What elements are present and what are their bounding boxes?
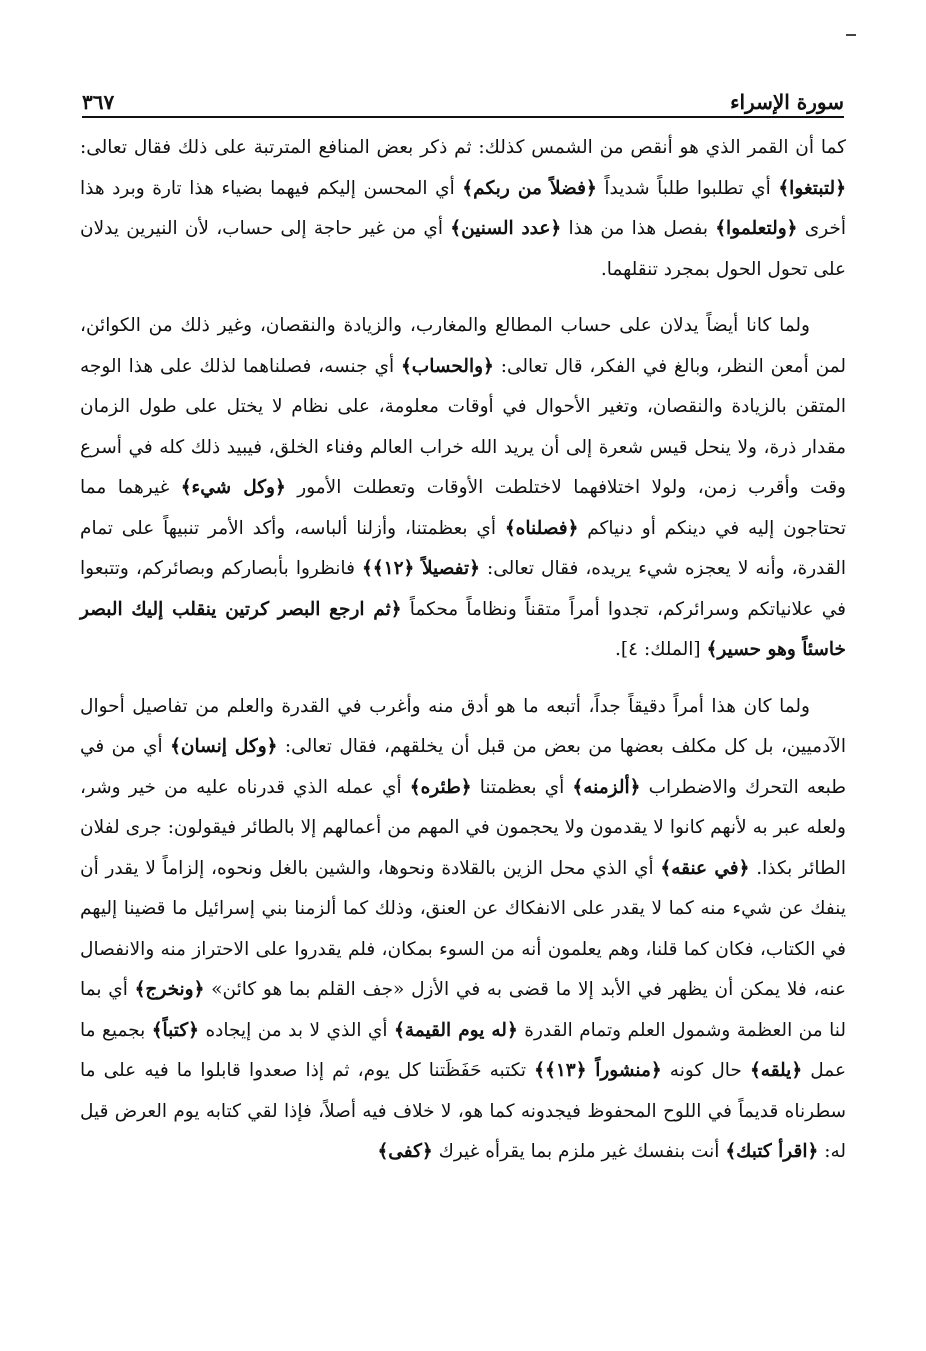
commentary-text: تكتبه حَفَظَتنا كل يوم، ثم إذا صعدوا قابلوا ما فيه على ما سطرناه قديماً في اللوح المحفوظ فيجدونه كما هو، لا خلاف فيه أصلاً، فإذا لقي كتابه يوم العرض قيل له: (80, 1060, 846, 1162)
commentary-text: أنت بنفسك غير ملزم بما يقرأه غيرك (432, 1141, 726, 1162)
paragraph-3 (80, 687, 846, 1173)
quran-verse: ﴿طئره﴾ (409, 776, 472, 798)
quran-verse: ﴿كفى﴾ (377, 1141, 433, 1162)
commentary-text: أي عمله الذي قدرناه عليه من خير وشر، ولعله عبر به لأنهم كانوا لا يقدمون ولا يحجمون في المهم من أعمالهم إلا بالطائر فيقولون: جرى لفلان الطائر بكذا. (80, 776, 846, 879)
page-number: ٣٦٧ (82, 90, 115, 114)
commentary-text: [الملك: ٤]. (615, 639, 707, 660)
quran-verse: ﴿له يوم القيمة﴾ (394, 1019, 518, 1041)
quran-verse: ﴿ألزمنه﴾ (572, 776, 641, 798)
commentary-text: أي بعظمتنا (471, 776, 573, 798)
quran-verse: ﴿منشوراً ﴿١٣﴾﴾ (534, 1060, 662, 1081)
commentary-text: ولما كانا أيضاً يدلان على حساب المطالع والمغارب، والزيادة والنقصان، وغير ذلك من الكوائن، لمن أمعن النظر، وبالغ في الفكر، قال تعالى: (80, 315, 846, 377)
commentary-text: أي الذي لا بد من إيجاده (198, 1019, 395, 1041)
commentary-text: أي من في طبعه التحرك والاضطراب (80, 736, 846, 798)
commentary-text: بجميع ما عمل (80, 1019, 847, 1081)
quran-verse: ﴿تفصيلاً ﴿١٢﴾﴾ (361, 558, 480, 579)
commentary-text: كما أن القمر الذي هو أنقص من الشمس كذلك: ثم ذكر بعض المنافع المترتبة على ذلك فقال تعالى: (80, 137, 846, 158)
quran-verse: ﴿اقرأ كتبك﴾ (725, 1141, 819, 1162)
body-text (80, 128, 846, 1173)
paragraph-1 (80, 128, 846, 290)
quran-verse: ﴿والحساب﴾ (400, 355, 494, 377)
quran-verse: ﴿وكل شيء﴾ (180, 477, 286, 498)
paragraph-2 (80, 306, 846, 671)
page-header (82, 78, 844, 118)
surah-title: سورة الإسراء (730, 90, 844, 114)
quran-verse: ﴿ثم ارجع البصر كرتين ينقلب إليك البصر خاسئاً وهو حسير﴾ (80, 598, 846, 660)
commentary-text: أي بعظمتنا، وأزلنا ألباسه، وأكد الأمر تنبيهاً على تمام القدرة، وأنه لا يعجزه شيء يريده، فقال تعالى: (80, 517, 847, 579)
quran-verse: ﴿ولتعلموا﴾ (715, 218, 798, 239)
quran-verse: ﴿وكل إنسان﴾ (170, 736, 278, 757)
quran-verse: ﴿يلقه﴾ (749, 1060, 803, 1081)
commentary-text: فانظروا بأبصاركم وبصائركم، وتتبعوا في علانياتكم وسرائركم، تجدوا أمراً متقناً ونظاماً محكماً (80, 558, 847, 620)
commentary-text: أي تطلبوا طلباً شديداً (596, 177, 779, 199)
quran-verse: ﴿كتباً﴾ (151, 1019, 199, 1041)
commentary-text: أي جنسه، فصلناهما لذلك على هذا الوجه المتقن بالزيادة والنقصان، وتغير الأحوال في أوقات معلومة، على نظام لا يختل على طول الزمان مقدار ذرة، ولا ينحل قيس شعرة إلى أن يريد الله خراب العالم وفناء الخلق، فيبيد ذلك كله في أسرع وقت وأقرب زمن، ولولا اختلافهما لاختلطت الأوقات وتعطلت الأمور (80, 355, 846, 498)
quran-verse: ﴿ونخرج﴾ (134, 979, 205, 1000)
quran-verse: ﴿في عنقه﴾ (660, 857, 750, 879)
corner-mark (846, 34, 856, 36)
commentary-text: ولما كان هذا أمراً دقيقاً جداً، أتبعه ما هو أدق منه وأغرب في القدرة والعلم من تفاصيل أحوال الآدميين، بل كل مكلف بعضها من بعض من قبل أن يخلقهم، فقال تعالى: (80, 695, 847, 757)
commentary-text: أي بما لنا من العظمة وشمول العلم وتمام القدرة (80, 979, 846, 1041)
commentary-text: أي المحسن إليكم فيهما بضياء هذا تارة وبرد هذا أخرى (80, 177, 846, 239)
commentary-text: أي الذي محل الزين بالقلادة ونحوها، والشين بالغل ونحوه، إلزاماً لا يقدر أن ينفك عن شيء منه كما لا يقدر على الانفكاك عن العنق، وذلك كما ألزمنا بني إسرائيل ما قضينا إليهم في الكتاب، فكان كما قلنا، وهم يعلمون أنه من السوء بمكان، فلم يقدروا على الاحتراز منه والانفصال عنه، فلا يمكن أن يظهر في الأبد إلا ما قضى به في الأزل «جف القلم بما هو كائن» (80, 857, 846, 1000)
commentary-text: غيرهما مما تحتاجون إليه في دينكم أو دنياكم (80, 477, 846, 539)
commentary-text: أي من غير حاجة إلى حساب، لأن النيرين يدلان على تحول الحول بمجرد تنقلهما. (80, 218, 846, 280)
quran-verse: ﴿لتبتغوا﴾ (778, 177, 847, 199)
quran-verse: ﴿عدد السنين﴾ (450, 218, 562, 239)
commentary-text: بفصل هذا من هذا (561, 218, 716, 239)
quran-verse: ﴿فصلناه﴾ (504, 517, 579, 539)
commentary-text: حال كونه (661, 1060, 750, 1081)
quran-verse: ﴿فضلاً من ربكم﴾ (462, 177, 597, 199)
